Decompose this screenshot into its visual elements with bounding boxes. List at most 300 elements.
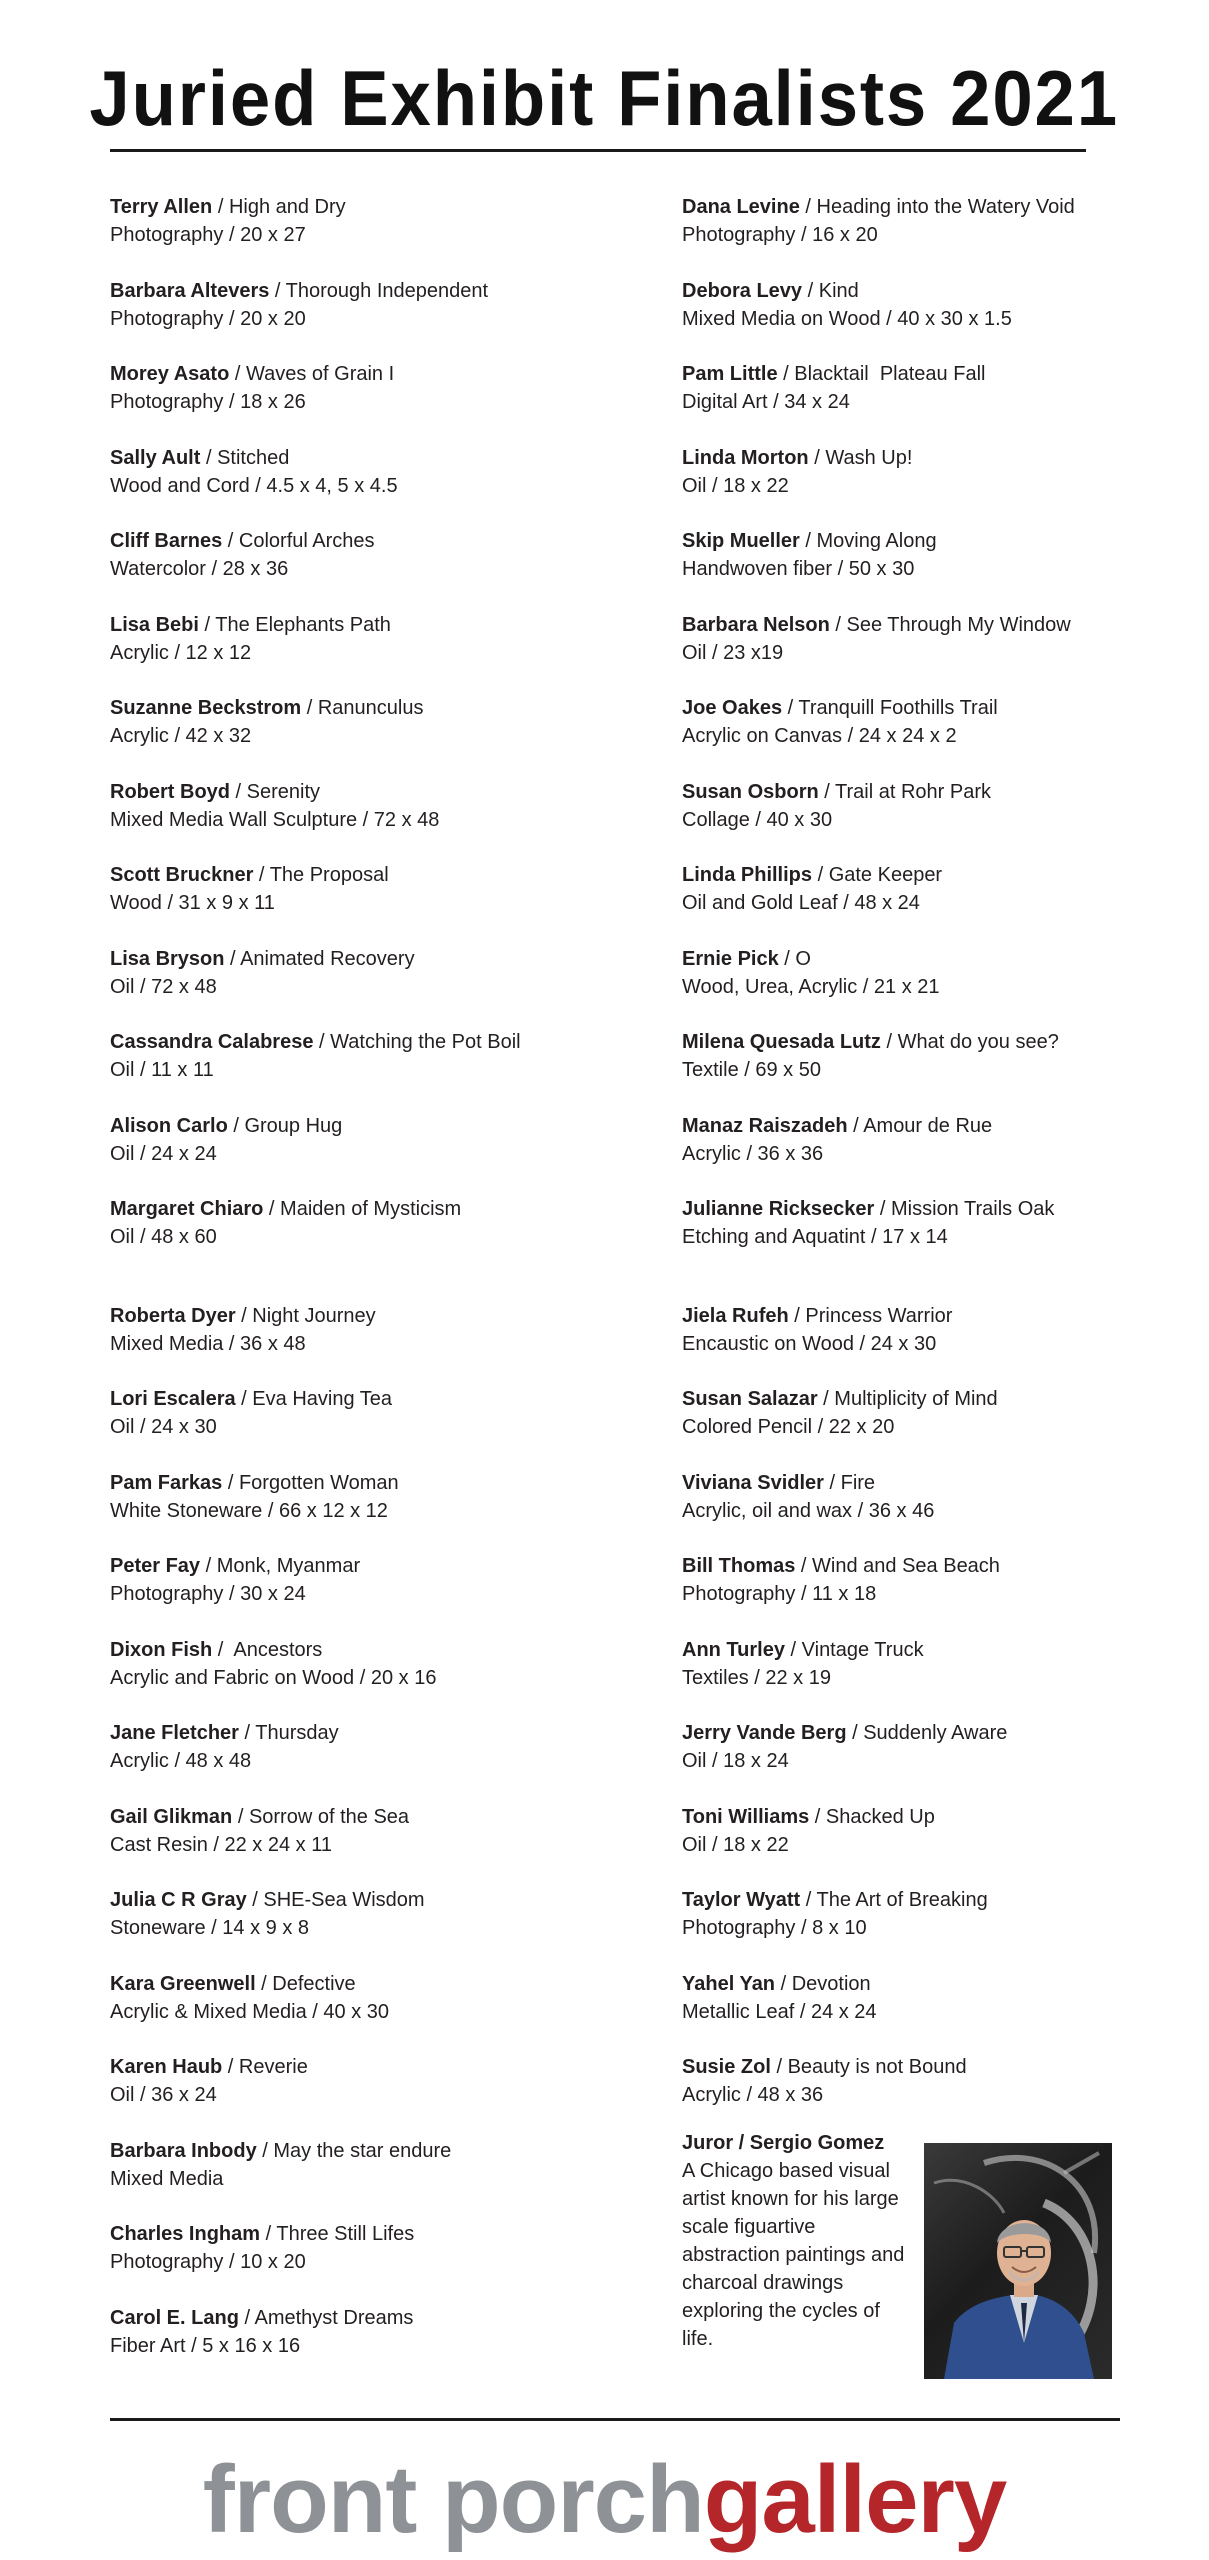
- finalist-entry: [110, 2220, 670, 2276]
- artwork-details: Textile / 69 x 50: [682, 1059, 821, 1081]
- finalist-title-line: [682, 1636, 1209, 1664]
- finalist-title-line: [682, 861, 1209, 889]
- finalist-entry: [682, 778, 1209, 834]
- finalist-entry: [682, 277, 1209, 333]
- artist-name: Jiela Rufeh: [682, 1305, 789, 1327]
- finalist-entry: [110, 1636, 670, 1692]
- finalist-entry: [682, 1552, 1209, 1608]
- artwork-details: Oil / 18 x 22: [682, 475, 789, 497]
- artist-name: Cliff Barnes: [110, 530, 223, 552]
- finalist-title-line: [110, 778, 670, 806]
- finalist-title-line: [110, 611, 670, 639]
- artwork-details: Mixed Media Wall Sculpture / 72 x 48: [110, 809, 440, 831]
- artwork-details: Mixed Media / 36 x 48: [110, 1333, 306, 1355]
- artist-name: Bill Thomas: [682, 1555, 796, 1577]
- artist-name: Kara Greenwell: [110, 1973, 256, 1995]
- artist-name: Carol E. Lang: [110, 2307, 239, 2329]
- artwork-title: Wash Up!: [825, 447, 913, 469]
- finalist-title-line: [110, 1302, 670, 1330]
- finalist-entry: [110, 1112, 670, 1168]
- finalist-title-line: [110, 277, 670, 305]
- artist-name: Toni Williams: [682, 1806, 810, 1828]
- artwork-details: Photography / 11 x 18: [682, 1583, 877, 1605]
- artist-name: Barbara Inbody: [110, 2140, 257, 2162]
- finalist-title-line: [682, 1385, 1209, 1413]
- artwork-title: Sorrow of the Sea: [248, 1806, 410, 1828]
- separator: /: [818, 781, 836, 803]
- artwork-details: Digital Art / 34 x 24: [682, 391, 850, 413]
- separator: /: [778, 948, 796, 970]
- artwork-title: Amour de Rue: [863, 1115, 993, 1137]
- artwork-details: Wood and Cord / 4.5 x 4, 5 x 4.5: [110, 475, 398, 497]
- finalist-title-line: [110, 1803, 670, 1831]
- finalist-entry: [110, 861, 670, 917]
- finalist-entry: [682, 2053, 1209, 2109]
- artist-name: Yahel Yan: [682, 1973, 776, 1995]
- juror-label: Juror / Sergio Gomez: [682, 2132, 885, 2154]
- artwork-details: Acrylic, oil and wax / 36 x 46: [682, 1500, 935, 1522]
- artwork-title: O: [795, 948, 811, 970]
- artist-name: Jane Fletcher: [110, 1722, 239, 1744]
- finalist-entry: [110, 778, 670, 834]
- artist-name: Lisa Bebi: [110, 614, 199, 636]
- finalist-title-line: [682, 277, 1209, 305]
- artwork-details: Oil and Gold Leaf / 48 x 24: [682, 892, 920, 914]
- finalist-title-line: [110, 1195, 670, 1223]
- artwork-title: Heading into the Watery Void: [816, 196, 1075, 218]
- separator: /: [256, 2140, 274, 2162]
- artwork-title: Reverie: [238, 2056, 308, 2078]
- finalist-entry: [110, 1028, 670, 1084]
- separator: /: [880, 1031, 898, 1053]
- artist-name: Debora Levy: [682, 280, 803, 302]
- artwork-details: Colored Pencil / 22 x 20: [682, 1416, 895, 1438]
- artwork-details: Acrylic / 12 x 12: [110, 642, 252, 664]
- finalist-entry: [110, 1970, 670, 2026]
- artwork-title: Thursday: [255, 1722, 339, 1744]
- separator: /: [799, 196, 817, 218]
- artwork-title: Maiden of Mysticism: [280, 1198, 462, 1220]
- finalist-title-line: [682, 945, 1209, 973]
- finalist-title-line: [110, 694, 670, 722]
- juror-section: [682, 2129, 922, 2353]
- separator: /: [200, 1555, 217, 1577]
- separator: /: [799, 530, 817, 552]
- separator: /: [770, 2056, 788, 2078]
- artwork-details: Mixed Media on Wood / 40 x 30 x 1.5: [682, 308, 1012, 330]
- gallery-logo: [0, 2445, 1209, 2555]
- separator: /: [246, 1889, 264, 1911]
- juror-portrait-image: [924, 2143, 1112, 2379]
- separator: /: [230, 781, 247, 803]
- finalist-entry: [110, 360, 670, 416]
- finalist-title-line: [682, 1886, 1209, 1914]
- separator: /: [235, 1305, 253, 1327]
- separator: /: [808, 447, 826, 469]
- artist-name: Ernie Pick: [682, 948, 779, 970]
- finalist-entry: [682, 861, 1209, 917]
- juror-bio: A Chicago based visual artist known for his large scale figuartive abstraction paintings and charcoal drawings exploring the cycles of life.: [682, 2160, 905, 2350]
- artwork-title: Night Journey: [252, 1305, 376, 1327]
- artist-name: Manaz Raiszadeh: [682, 1115, 848, 1137]
- artist-name: Margaret Chiaro: [110, 1198, 264, 1220]
- artist-name: Karen Haub: [110, 2056, 223, 2078]
- finalist-entry: [110, 1552, 670, 1608]
- finalist-entry: [110, 1469, 670, 1525]
- finalist-title-line: [110, 193, 670, 221]
- artwork-details: Acrylic / 48 x 48: [110, 1750, 252, 1772]
- artwork-title: May the star endure: [273, 2140, 452, 2162]
- artist-name: Viviana Svidler: [682, 1472, 824, 1494]
- artwork-title: Multiplicity of Mind: [834, 1388, 998, 1410]
- separator: /: [874, 1198, 892, 1220]
- finalist-entry: [110, 611, 670, 667]
- artwork-title: Ancestors: [228, 1639, 323, 1661]
- finalist-title-line: [110, 2220, 670, 2248]
- artist-name: Sally Ault: [110, 447, 201, 469]
- separator: /: [198, 614, 216, 636]
- separator: /: [823, 1472, 841, 1494]
- finalist-entry: [682, 1803, 1209, 1859]
- artwork-title: Eva Having Tea: [252, 1388, 393, 1410]
- artwork-details: Acrylic / 48 x 36: [682, 2084, 824, 2106]
- artwork-title: Blacktail Plateau Fall: [794, 363, 986, 385]
- finalist-entry: [110, 1195, 670, 1251]
- artist-name: Robert Boyd: [110, 781, 230, 803]
- separator: /: [255, 1973, 273, 1995]
- finalist-title-line: [682, 1028, 1209, 1056]
- artwork-title: Vintage Truck: [801, 1639, 924, 1661]
- logo-text-front-porch: front porch: [202, 2446, 704, 2553]
- artwork-details: Acrylic & Mixed Media / 40 x 30: [110, 2001, 389, 2023]
- finalist-title-line: [682, 1302, 1209, 1330]
- artwork-details: Oil / 18 x 24: [682, 1750, 789, 1772]
- finalist-entry: [682, 444, 1209, 500]
- finalist-title-line: [110, 1719, 670, 1747]
- separator: /: [238, 1722, 256, 1744]
- separator: /: [817, 1388, 835, 1410]
- finalist-title-line: [110, 1028, 670, 1056]
- finalist-entry: [110, 2053, 670, 2109]
- artwork-title: Serenity: [246, 781, 321, 803]
- separator: /: [224, 948, 241, 970]
- finalist-title-line: [110, 861, 670, 889]
- finalist-title-line: [682, 444, 1209, 472]
- artist-name: Barbara Altevers: [110, 280, 270, 302]
- artwork-title: Colorful Arches: [238, 530, 375, 552]
- separator: /: [227, 1115, 245, 1137]
- artwork-details: Photography / 20 x 20: [110, 308, 306, 330]
- finalist-entry: [682, 193, 1209, 249]
- separator: /: [222, 2056, 239, 2078]
- finalist-title-line: [110, 2137, 670, 2165]
- artist-name: Dixon Fish: [110, 1639, 213, 1661]
- finalist-entry: [110, 694, 670, 750]
- artwork-title: Three Still Lifes: [276, 2223, 415, 2245]
- artwork-title: Forgotten Woman: [238, 1472, 399, 1494]
- artwork-details: Acrylic and Fabric on Wood / 20 x 16: [110, 1667, 437, 1689]
- finalist-entry: [682, 694, 1209, 750]
- artwork-title: Beauty is not Bound: [787, 2056, 967, 2078]
- artwork-title: The Proposal: [269, 864, 389, 886]
- finalist-title-line: [682, 1970, 1209, 1998]
- artwork-title: Princess Warrior: [805, 1305, 953, 1327]
- finalist-entry: [682, 527, 1209, 583]
- artist-name: Pam Little: [682, 363, 778, 385]
- artist-name: Dana Levine: [682, 196, 800, 218]
- artist-name: Milena Quesada Lutz: [682, 1031, 881, 1053]
- artwork-title: Defective: [272, 1973, 356, 1995]
- finalist-entry: [682, 1636, 1209, 1692]
- artwork-details: Textiles / 22 x 19: [682, 1667, 831, 1689]
- artwork-details: Oil / 72 x 48: [110, 976, 217, 998]
- artist-name: Julia C R Gray: [110, 1889, 247, 1911]
- finalist-title-line: [682, 1195, 1209, 1223]
- finalist-title-line: [682, 360, 1209, 388]
- artwork-details: Fiber Art / 5 x 16 x 16: [110, 2335, 301, 2357]
- finalist-title-line: [682, 1803, 1209, 1831]
- artist-name: Cassandra Calabrese: [110, 1031, 314, 1053]
- artwork-title: Gate Keeper: [828, 864, 943, 886]
- separator: /: [269, 280, 286, 302]
- finalist-title-line: [110, 2304, 670, 2332]
- artwork-details: Metallic Leaf / 24 x 24: [682, 2001, 877, 2023]
- artist-name: Pam Farkas: [110, 1472, 223, 1494]
- logo-text-gallery: gallery: [703, 2446, 1007, 2553]
- finalist-entry: [682, 1469, 1209, 1525]
- finalist-title-line: [110, 1636, 670, 1664]
- finalist-title-line: [110, 1552, 670, 1580]
- separator: /: [788, 1305, 806, 1327]
- separator: /: [200, 447, 218, 469]
- artwork-details: Photography / 18 x 26: [110, 391, 306, 413]
- artwork-details: White Stoneware / 66 x 12 x 12: [110, 1500, 388, 1522]
- finalist-entry: [110, 1886, 670, 1942]
- artist-name: Linda Morton: [682, 447, 809, 469]
- finalist-title-line: [110, 945, 670, 973]
- artwork-details: Acrylic / 36 x 36: [682, 1143, 824, 1165]
- finalist-title-line: [110, 360, 670, 388]
- artwork-details: Oil / 23 x19: [682, 642, 784, 664]
- artwork-details: Encaustic on Wood / 24 x 30: [682, 1333, 937, 1355]
- artist-name: Barbara Nelson: [682, 614, 830, 636]
- finalist-title-line: [682, 1469, 1209, 1497]
- finalist-entry: [110, 945, 670, 1001]
- finalist-entry: [682, 1302, 1209, 1358]
- artwork-title: Group Hug: [244, 1115, 343, 1137]
- separator: /: [313, 1031, 331, 1053]
- artist-name: Roberta Dyer: [110, 1305, 236, 1327]
- artwork-details: Oil / 18 x 22: [682, 1834, 789, 1856]
- finalist-title-line: [682, 193, 1209, 221]
- separator: /: [782, 697, 799, 719]
- finalist-title-line: [110, 1970, 670, 1998]
- finalist-entry: [110, 1803, 670, 1859]
- artist-name: Susan Osborn: [682, 781, 819, 803]
- finalist-title-line: [110, 527, 670, 555]
- finalist-entry: [682, 1385, 1209, 1441]
- juror-photo: [924, 2143, 1112, 2379]
- finalist-entry: [682, 1195, 1209, 1251]
- finalist-title-line: [110, 1385, 670, 1413]
- artwork-title: Amethyst Dreams: [254, 2307, 414, 2329]
- artist-name: Morey Asato: [110, 363, 230, 385]
- artwork-title: Thorough Independent: [285, 280, 489, 302]
- separator: /: [795, 1555, 813, 1577]
- separator: /: [784, 1639, 802, 1661]
- artwork-details: Photography / 8 x 10: [682, 1917, 867, 1939]
- separator: /: [847, 1115, 864, 1137]
- artist-name: Susan Salazar: [682, 1388, 818, 1410]
- artwork-details: Photography / 16 x 20: [682, 224, 878, 246]
- finalist-entry: [110, 1385, 670, 1441]
- artist-name: Lisa Bryson: [110, 948, 225, 970]
- finalist-title-line: [110, 1886, 670, 1914]
- artist-name: Skip Mueller: [682, 530, 800, 552]
- artwork-title: Moving Along: [816, 530, 937, 552]
- finalist-title-line: [682, 1112, 1209, 1140]
- artwork-title: High and Dry: [228, 196, 346, 218]
- finalist-title-line: [682, 1552, 1209, 1580]
- separator: /: [775, 1973, 792, 1995]
- artist-name: Peter Fay: [110, 1555, 201, 1577]
- artist-name: Terry Allen: [110, 196, 213, 218]
- artwork-details: Oil / 11 x 11: [110, 1059, 214, 1081]
- artwork-title: See Through My Window: [846, 614, 1071, 636]
- finalist-title-line: [110, 1112, 670, 1140]
- artwork-title: SHE-Sea Wisdom: [263, 1889, 425, 1911]
- artwork-details: Oil / 24 x 30: [110, 1416, 217, 1438]
- separator: /: [222, 530, 239, 552]
- artwork-title: Mission Trails Oak: [891, 1198, 1055, 1220]
- finalist-entry: [682, 1028, 1209, 1084]
- separator: /: [301, 697, 318, 719]
- separator: /: [222, 1472, 239, 1494]
- artwork-title: The Elephants Path: [215, 614, 391, 636]
- artwork-title: Shacked Up: [825, 1806, 935, 1828]
- artwork-details: Mixed Media: [110, 2168, 224, 2190]
- artist-name: Scott Bruckner: [110, 864, 254, 886]
- artwork-title: Trail at Rohr Park: [835, 781, 991, 803]
- finalist-title-line: [682, 2053, 1209, 2081]
- finalist-entry: [110, 2137, 670, 2193]
- finalist-title-line: [110, 444, 670, 472]
- artwork-details: Watercolor / 28 x 36: [110, 558, 289, 580]
- finalist-entry: [110, 444, 670, 500]
- artwork-details: Acrylic / 42 x 32: [110, 725, 252, 747]
- footer-divider: [110, 2418, 1120, 2421]
- separator: /: [253, 864, 270, 886]
- artwork-title: Animated Recovery: [240, 948, 415, 970]
- artwork-title: Waves of Grain I: [245, 363, 395, 385]
- artwork-title: Devotion: [791, 1973, 871, 1995]
- artwork-details: Cast Resin / 22 x 24 x 11: [110, 1834, 332, 1856]
- finalist-entry: [110, 2304, 670, 2360]
- finalist-entry: [682, 611, 1209, 667]
- artist-name: Joe Oakes: [682, 697, 783, 719]
- finalist-entry: [110, 277, 670, 333]
- separator: /: [800, 1889, 817, 1911]
- finalist-title-line: [682, 611, 1209, 639]
- artwork-title: Monk, Myanmar: [216, 1555, 361, 1577]
- separator: /: [777, 363, 795, 385]
- separator: /: [232, 1806, 249, 1828]
- artwork-details: Collage / 40 x 30: [682, 809, 833, 831]
- artwork-details: Etching and Aquatint / 17 x 14: [682, 1226, 948, 1248]
- artwork-details: Acrylic on Canvas / 24 x 24 x 2: [682, 725, 957, 747]
- artwork-title: Fire: [840, 1472, 876, 1494]
- artist-name: Jerry Vande Berg: [682, 1722, 847, 1744]
- separator: /: [829, 614, 847, 636]
- finalist-entry: [682, 1719, 1209, 1775]
- separator: /: [260, 2223, 277, 2245]
- separator: /: [212, 1639, 229, 1661]
- artwork-details: Photography / 30 x 24: [110, 1583, 306, 1605]
- artist-name: Linda Phillips: [682, 864, 813, 886]
- artwork-title: Ranunculus: [317, 697, 424, 719]
- artwork-details: Stoneware / 14 x 9 x 8: [110, 1917, 310, 1939]
- artwork-title: Tranquill Foothills Trail: [798, 697, 998, 719]
- artist-name: Lori Escalera: [110, 1388, 236, 1410]
- finalist-entry: [110, 1719, 670, 1775]
- artist-name: Charles Ingham: [110, 2223, 261, 2245]
- separator: /: [238, 2307, 255, 2329]
- artist-name: Ann Turley: [682, 1639, 785, 1661]
- title-divider: [110, 149, 1086, 152]
- artwork-title: Kind: [818, 280, 859, 302]
- finalist-title-line: [682, 527, 1209, 555]
- finalist-title-line: [682, 694, 1209, 722]
- finalist-title-line: [682, 778, 1209, 806]
- finalist-title-line: [110, 1469, 670, 1497]
- finalist-title-line: [110, 2053, 670, 2081]
- artwork-title: Wind and Sea Beach: [812, 1555, 1000, 1577]
- artwork-details: Oil / 48 x 60: [110, 1226, 217, 1248]
- artwork-details: Wood / 31 x 9 x 11: [110, 892, 275, 914]
- artist-name: Gail Glikman: [110, 1806, 233, 1828]
- separator: /: [802, 280, 819, 302]
- separator: /: [235, 1388, 253, 1410]
- finalist-entry: [682, 1112, 1209, 1168]
- artwork-details: Oil / 24 x 24: [110, 1143, 217, 1165]
- separator: /: [263, 1198, 281, 1220]
- finalist-entry: [682, 360, 1209, 416]
- artwork-title: The Art of Breaking: [816, 1889, 988, 1911]
- artwork-title: What do you see?: [897, 1031, 1059, 1053]
- separator: /: [212, 196, 229, 218]
- artist-name: Julianne Ricksecker: [682, 1198, 875, 1220]
- artwork-details: Wood, Urea, Acrylic / 21 x 21: [682, 976, 940, 998]
- artist-name: Taylor Wyatt: [682, 1889, 801, 1911]
- artwork-title: Suddenly Aware: [863, 1722, 1008, 1744]
- artist-name: Susie Zol: [682, 2056, 771, 2078]
- page-title: Juried Exhibit Finalists 2021: [89, 54, 1119, 142]
- separator: /: [846, 1722, 864, 1744]
- artwork-details: Photography / 10 x 20: [110, 2251, 306, 2273]
- artwork-title: Stitched: [217, 447, 290, 469]
- artist-name: Alison Carlo: [110, 1115, 228, 1137]
- finalist-title-line: [682, 1719, 1209, 1747]
- artwork-details: Photography / 20 x 27: [110, 224, 306, 246]
- finalist-entry: [110, 193, 670, 249]
- artwork-details: Handwoven fiber / 50 x 30: [682, 558, 915, 580]
- finalist-entry: [110, 1302, 670, 1358]
- artwork-details: Oil / 36 x 24: [110, 2084, 217, 2106]
- finalist-entry: [110, 527, 670, 583]
- separator: /: [809, 1806, 826, 1828]
- finalist-entry: [682, 1886, 1209, 1942]
- separator: /: [812, 864, 829, 886]
